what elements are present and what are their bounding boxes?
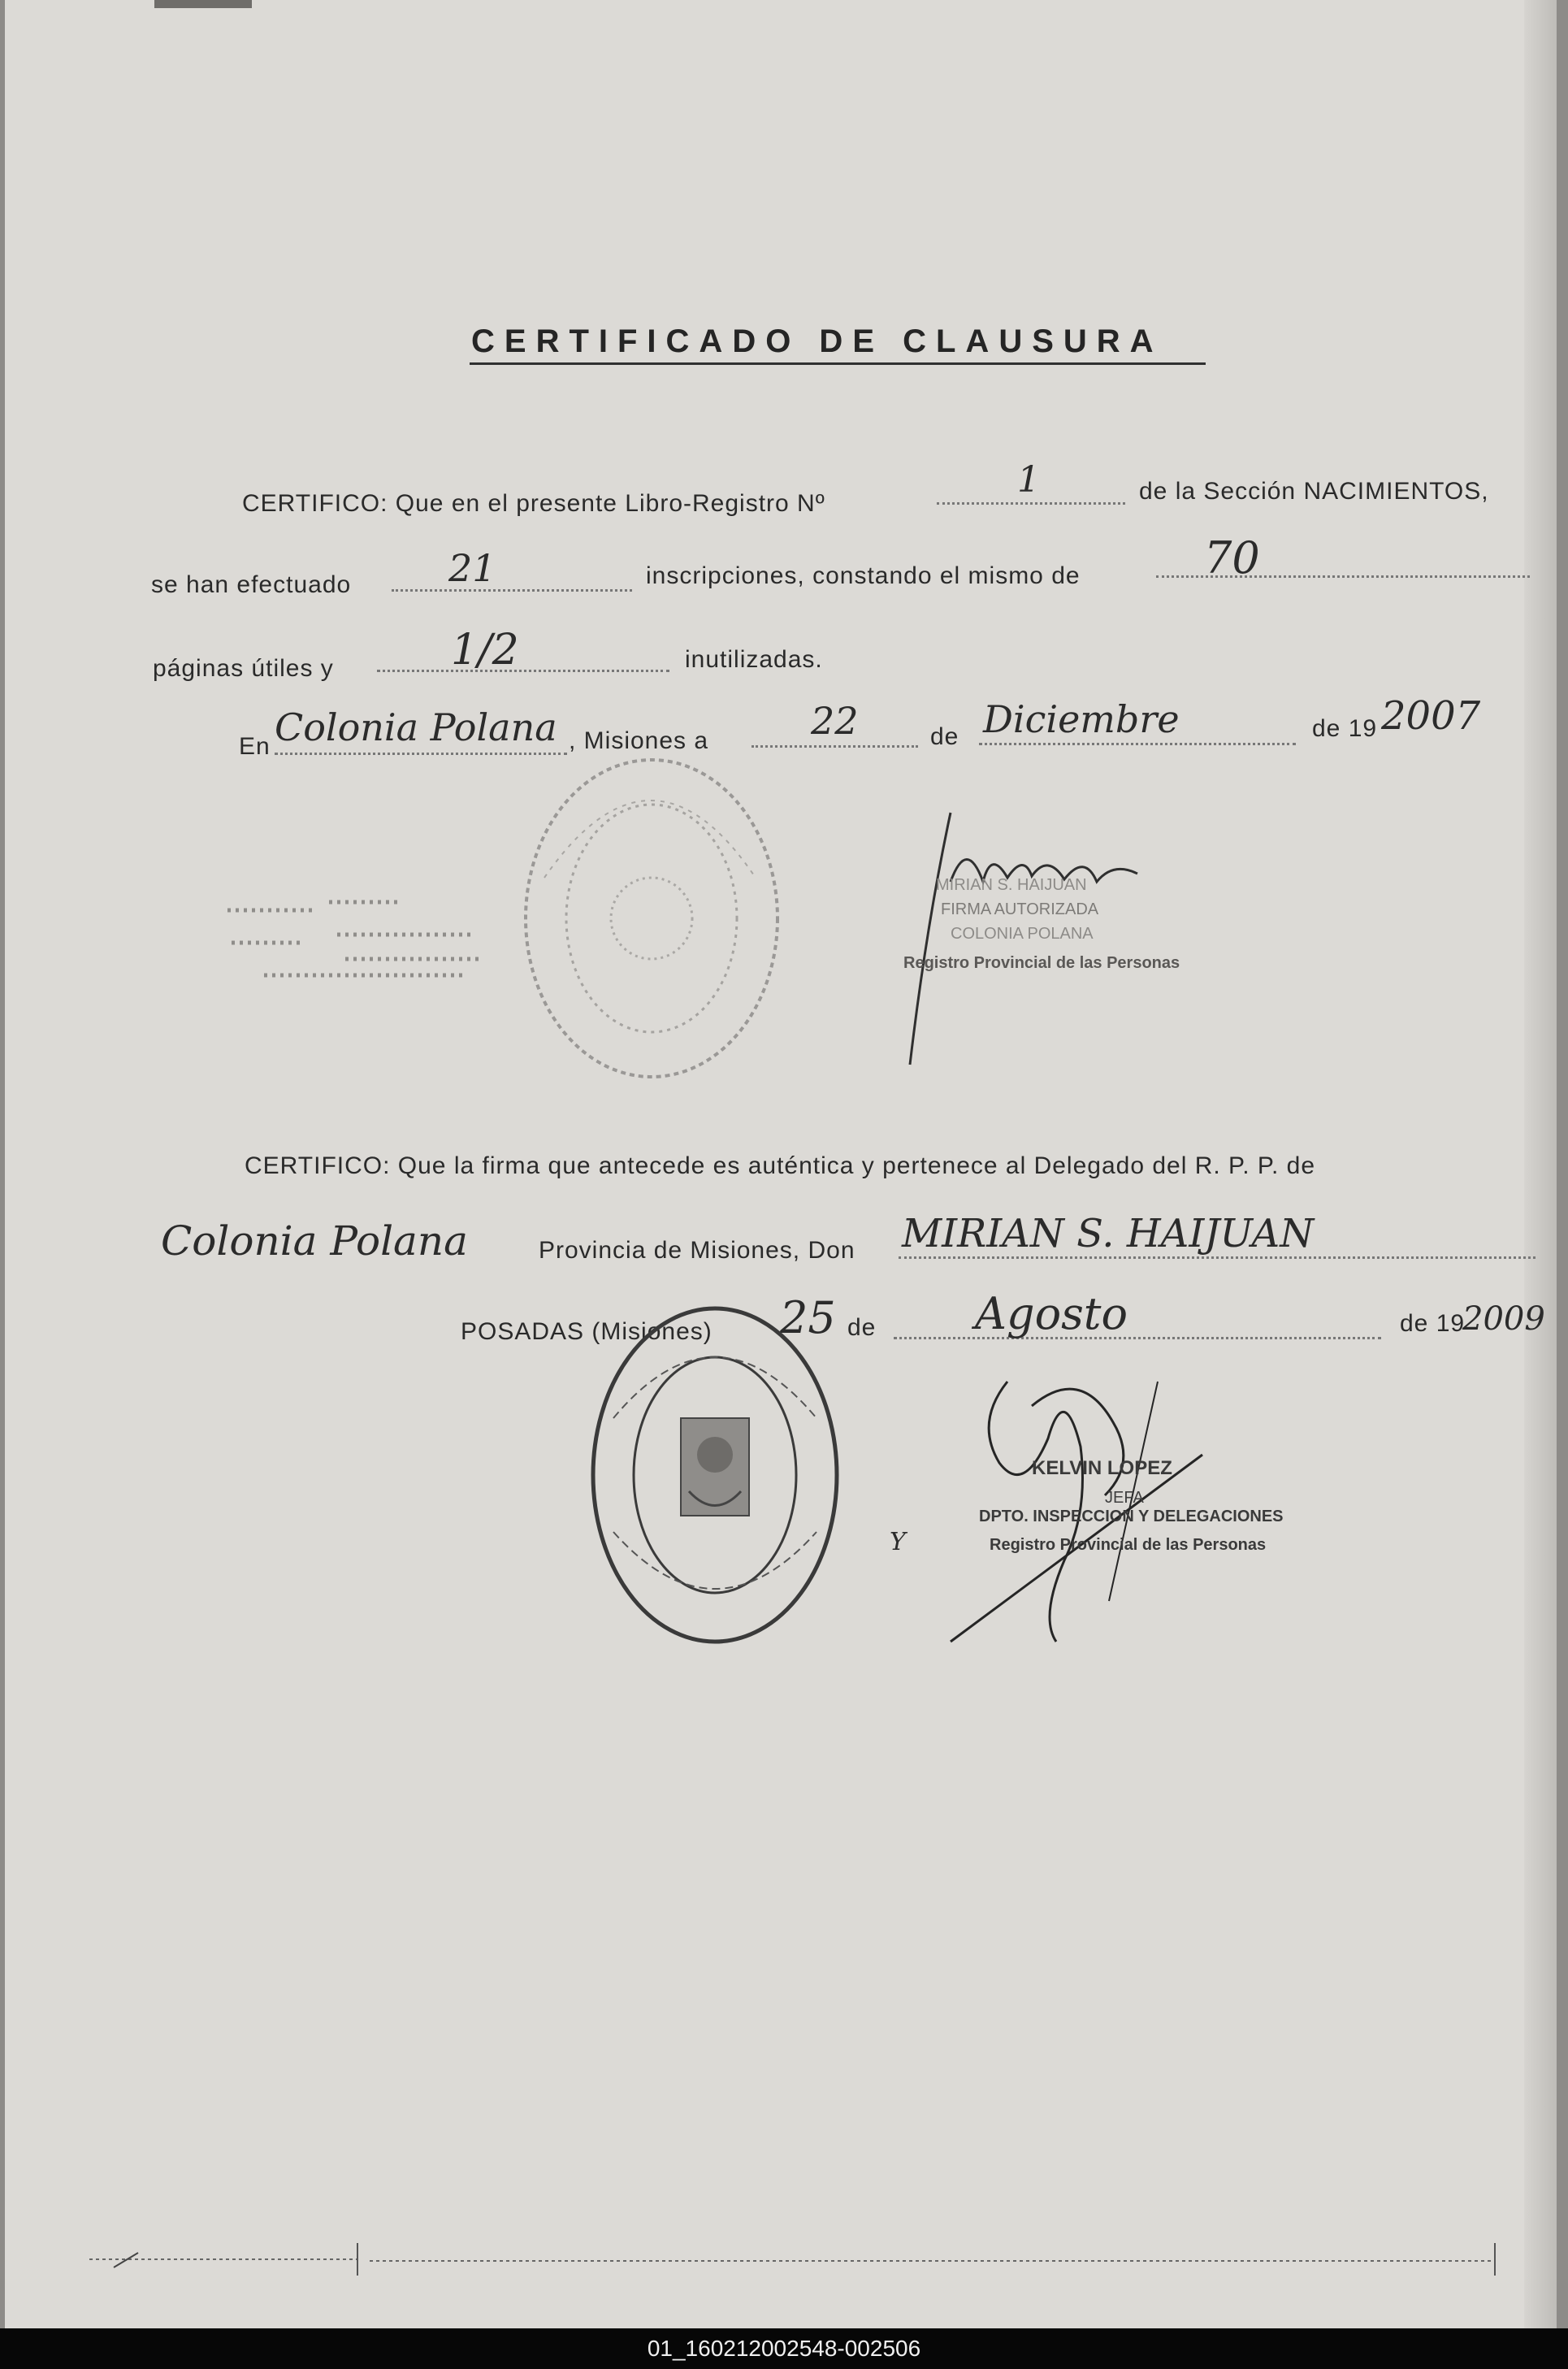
footer-label: 01_160212002548-002506 bbox=[647, 2336, 921, 2361]
second-seal bbox=[581, 1296, 849, 1654]
delegate-line bbox=[899, 1256, 1536, 1259]
bottom-form-lines bbox=[89, 2243, 1503, 2276]
place-handwritten: Colonia Polana bbox=[275, 705, 557, 749]
footer-bar bbox=[0, 2328, 1568, 2369]
second-month-handwritten: Agosto bbox=[975, 1288, 1128, 1339]
first-stamp-role: FIRMA AUTORIZADA bbox=[941, 900, 1099, 918]
delegate-handwritten: MIRIAN S. HAIJUAN bbox=[902, 1211, 1315, 1256]
second-stamp-registry: Registro Provincial de las Personas bbox=[990, 1536, 1267, 1554]
second-signature bbox=[942, 1349, 1235, 1650]
cert2-line1: CERTIFICO: Que la firma que antecede es auténtica y pertenece al Delegado del R. P. P. de bbox=[245, 1152, 1316, 1179]
cert1-line1-suffix: de la Sección NACIMIENTOS, bbox=[1139, 478, 1489, 505]
second-year-prefix: de 19 bbox=[1400, 1310, 1466, 1337]
libro-number: 1 bbox=[1017, 459, 1040, 501]
paper-edge bbox=[1524, 0, 1557, 2328]
second-year-handwritten: 2009 bbox=[1462, 1300, 1545, 1338]
paginas-count: 70 bbox=[1204, 532, 1260, 584]
top-edge-mark bbox=[154, 0, 252, 8]
second-stamp-role: JEFA bbox=[1105, 1489, 1144, 1507]
month-handwritten: Diciembre bbox=[983, 697, 1180, 741]
second-month-prefix: de bbox=[847, 1314, 877, 1341]
place-middle: , Misiones a bbox=[569, 727, 709, 754]
cert1-line2-middle: inscripciones, constando el mismo de bbox=[646, 562, 1081, 589]
document-title: CERTIFICADO DE CLAUSURA bbox=[471, 323, 1163, 359]
first-stamp-registry: Registro Provincial de las Personas bbox=[903, 954, 1180, 972]
cert2-line2-middle: Provincia de Misiones, Don bbox=[539, 1237, 855, 1264]
inutilizadas-count: 1/2 bbox=[451, 626, 519, 675]
posadas-label: POSADAS (Misiones) bbox=[461, 1318, 713, 1345]
second-stamp-name: KELVIN LOPEZ bbox=[1032, 1457, 1172, 1479]
faded-stamp bbox=[215, 870, 492, 991]
month-prefix: de bbox=[930, 723, 959, 750]
inutilizadas-line bbox=[377, 670, 669, 672]
inscripciones-line bbox=[392, 589, 632, 592]
cert1-line3-suffix: inutilizadas. bbox=[685, 646, 823, 673]
locality-handwritten: Colonia Polana bbox=[161, 1217, 468, 1265]
first-stamp-name: MIRIAN S. HAIJUAN bbox=[936, 876, 1087, 894]
first-seal bbox=[512, 748, 796, 1089]
title-underline bbox=[470, 362, 1206, 365]
place-prefix: En bbox=[239, 733, 271, 760]
inscripciones-count: 21 bbox=[448, 546, 496, 590]
month-line bbox=[979, 743, 1296, 745]
second-month-line bbox=[894, 1337, 1381, 1339]
cert1-line3-prefix: páginas útiles y bbox=[153, 655, 334, 682]
year-handwritten: 2007 bbox=[1381, 693, 1481, 739]
handwritten-mark: Y bbox=[890, 1528, 906, 1556]
libro-number-line bbox=[937, 502, 1125, 505]
cert1-line2-prefix: se han efectuado bbox=[151, 571, 352, 598]
cert1-line1-prefix: CERTIFICO: Que en el presente Libro-Registro Nº bbox=[242, 490, 825, 517]
first-stamp-locality: COLONIA POLANA bbox=[951, 925, 1094, 943]
day-handwritten: 22 bbox=[811, 699, 859, 743]
second-day-handwritten: 25 bbox=[780, 1292, 836, 1343]
year-prefix: de 19 bbox=[1312, 715, 1378, 742]
second-stamp-department: DPTO. INSPECCION Y DELEGACIONES bbox=[979, 1508, 1284, 1525]
